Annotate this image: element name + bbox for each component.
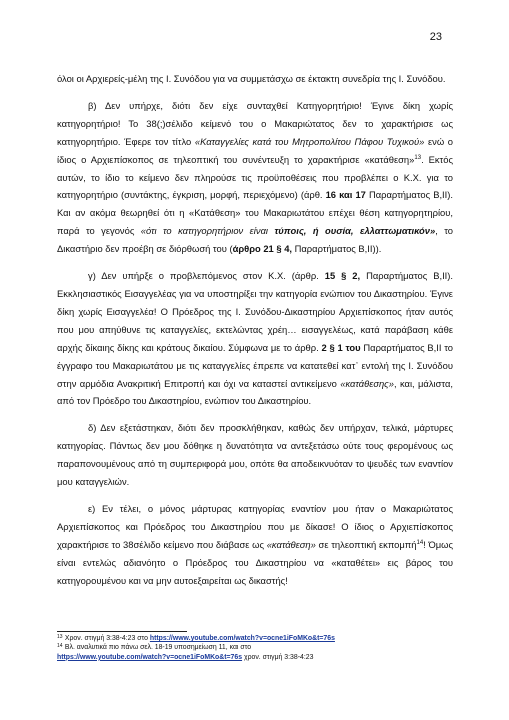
text-run: Παραρτήματος Β,ΙΙ το έγγραφο του Μακαριωτάτου με τις καταγγελίες έπρεπε να κατατεθεί κατ᾽ εντολή της Ι. Συνόδου στην αρμόδια Ανακριτική Επιτροπή και όχι να καταστεί αντικείμενο [57, 341, 454, 389]
bold-italic-quote: τύποις, ή ουσία, ελλαττωματικόν» [274, 225, 436, 237]
page-number: 23 [429, 31, 442, 43]
text-run: Παραρτήματος Β,ΙΙ). Εκκλησιαστικός Εισαγγελέας για να υποστηρίξει την κατηγορία ενώπιον του Δικαστηρίου. Έγινε δίκη χωρίς Εισαγγελέα! Ο Πρόεδρος της Ι. Συνόδου-Δικαστηρίου Αρχιεπίσκοπος ήταν αυτός που μου απηύθυνε τις καταγγελίες, εκτελώντας χρέη… εισαγγελέως, κατά παράβαση κάθε αρχής δίκαιης δίκης και κράτους δικαίου. Σύμφωνα με το άρθρ. [57, 270, 454, 353]
footnote-text: χρον. στιγμή 3:38-4:23 [242, 653, 314, 661]
document-body [57, 70, 453, 598]
footnote-text: Βλ. αναλυτικά πιο πάνω σελ. 18-19 υποσημείωση 11, και στο [63, 644, 252, 652]
footnote-ref-14[interactable]: 14 [416, 539, 424, 546]
paragraph-continuation: όλοι οι Αρχιερείς-μέλη της Ι. Συνόδου για να συμμετάσχω σε έκτακτη συνεδρία της Ι. Συνόδου. [57, 73, 446, 84]
bold-article-ref: 2 § 1 του [321, 341, 361, 353]
footnote-divider [57, 631, 187, 632]
italic-quote: «κατάθεσης» [340, 377, 394, 389]
bold-article-ref: 16 και 17 [325, 189, 366, 201]
paragraph-b [57, 97, 453, 258]
paragraph-d: δ) Δεν εξετάστηκαν, διότι δεν προσκλήθηκαν, καθώς δεν υπήρχαν, τελικά, μάρτυρες κατηγορίας. Πάντως δεν μου δόθηκε η δυνατότητα να αντεξετάσω ούτε τους φερομένους ως παραπονουμένους από τη συμπεριφορά μου, οπότε θα αποδεικνυόταν το ψευδές των εναντίον μου καταγγελιών. [57, 422, 453, 488]
text-run: Παραρτήματος Β,ΙΙ)). [292, 243, 382, 255]
italic-title: «Καταγγελίες κατά του Μητροπολίτου Πάφου Τυχικού» [194, 135, 425, 147]
footnote-14 [57, 643, 457, 652]
footnote-14-continuation [57, 653, 457, 662]
text-run: ενώ ο ίδιος ο Αρχιεπίσκοπος σε τηλεοπτική του συνέντευξη το χαρακτήρισε «κατάθεση» [57, 135, 453, 165]
paragraph-e [57, 500, 453, 590]
footnote-number: 13 [57, 634, 63, 640]
text-run: , και, μάλιστα, από τον Πρόεδρο του Δικαστηρίου, ενώπιον του Δικαστηρίου. [57, 377, 454, 407]
youtube-link[interactable]: https://www.youtube.com/watch?v=ocne1iFoMKo&t=76s [149, 635, 335, 642]
text-run: , το Δικαστήριο δεν προέβη σε διόρθωσή του ( [57, 225, 454, 255]
text-run: γ) Δεν υπήρξε ο προβλεπόμενος στον Κ.Χ. (άρθρ. [88, 270, 325, 282]
footnote-number: 14 [57, 643, 63, 650]
footnote-text: Χρον. στιγμή 3:38-4:23 στο [63, 635, 150, 642]
footnotes [57, 634, 457, 662]
bold-article-ref: άρθρο 21 § 4, [232, 243, 293, 255]
youtube-link[interactable]: https://www.youtube.com/watch?v=ocne1iFoMKo&t=76s [57, 653, 243, 661]
paragraph-c [57, 267, 453, 410]
italic-quote: «ότι το κατηγορητήριον είναι [140, 225, 275, 237]
text-run: Παραρτήματος Β,ΙΙ). Και αν ακόμα θεωρηθεί ότι η «Κατάθεση» του Μακαριωτάτου επέχει θέση κατηγορητηρίου, παρά το γεγονός [57, 189, 453, 237]
text-run: . Εκτός αυτών, το ίδιο το κείμενο δεν πληρούσε τις προϋποθέσεις που προβλέπει ο Κ.Χ. για το κατηγορητήριο (συντάκτης, έγκριση, μορφή, περιεχόμενο) (άρθ. [57, 153, 453, 201]
text-run: ε) Εν τέλει, ο μόνος μάρτυρας κατηγορίας εναντίον μου ήταν ο Μακαριώτατος Αρχιεπίσκοπος και Πρόεδρος του Δικαστηρίου που με δίκασε! Ο ίδιος ο Αρχιεπίσκοπος χαρακτήρισε το 38σέλιδο κείμενο που διάβασε ως [57, 502, 453, 550]
text-run: σε τηλεοπτική εκπομπή [315, 538, 417, 550]
text-run: ! Όμως είναι εντελώς αδιανόητο ο Πρόεδρος του Δικαστηρίου να «καταθέτει» εις βάρος του κατηγορουμένου και να μην αυτοεξαιρείται ως δικαστής! [57, 538, 453, 586]
italic-quote: «κατάθεση» [266, 538, 316, 550]
text-run: β) Δεν υπήρχε, διότι δεν είχε συνταχθεί Κατηγορητήριο! Έγινε δίκη χωρίς κατηγορητήριο! Το 38(;)σέλιδο κείμενό του ο Μακαριώτατος δεν το χαρακτήρισε ως κατηγορητήριο. Έφερε τον τίτλο [57, 99, 453, 147]
bold-article-ref: 15 § 2, [324, 270, 361, 282]
footnote-ref-13[interactable]: 13 [414, 154, 422, 161]
footnote-13 [57, 634, 457, 643]
